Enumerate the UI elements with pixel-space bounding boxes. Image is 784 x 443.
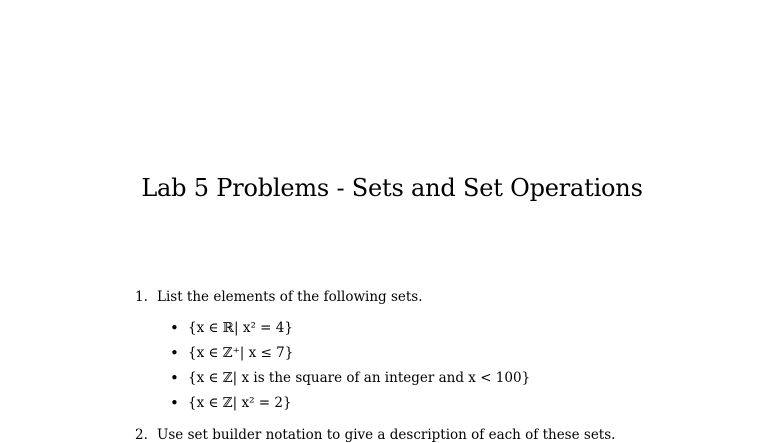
- problem-1: [135, 289, 423, 305]
- set-expression-3: {x ∈ ℤ| x is the square of an integer and x < 100}: [188, 370, 531, 386]
- problem-1-number: 1.: [135, 289, 148, 305]
- problem-1-text: List the elements of the following sets.: [157, 289, 423, 305]
- problem-1-set-list: [170, 319, 530, 419]
- bullet-icon: •: [170, 394, 179, 412]
- set-expression-4: {x ∈ ℤ| x² = 2}: [188, 395, 292, 411]
- set-expression-2: {x ∈ ℤ⁺| x ≤ 7}: [188, 345, 294, 361]
- problem-2-text: Use set builder notation to give a description of each of these sets.: [157, 427, 616, 443]
- document-title: Lab 5 Problems - Sets and Set Operations: [141, 174, 643, 202]
- set-item-2: [170, 344, 530, 369]
- set-item-3: [170, 369, 530, 394]
- set-expression-1: {x ∈ ℝ| x² = 4}: [188, 320, 293, 336]
- bullet-icon: •: [170, 319, 179, 337]
- bullet-icon: •: [170, 344, 179, 362]
- problem-2-number: 2.: [135, 427, 148, 443]
- bullet-icon: •: [170, 369, 179, 387]
- set-item-1: [170, 319, 530, 344]
- set-item-4: [170, 394, 530, 419]
